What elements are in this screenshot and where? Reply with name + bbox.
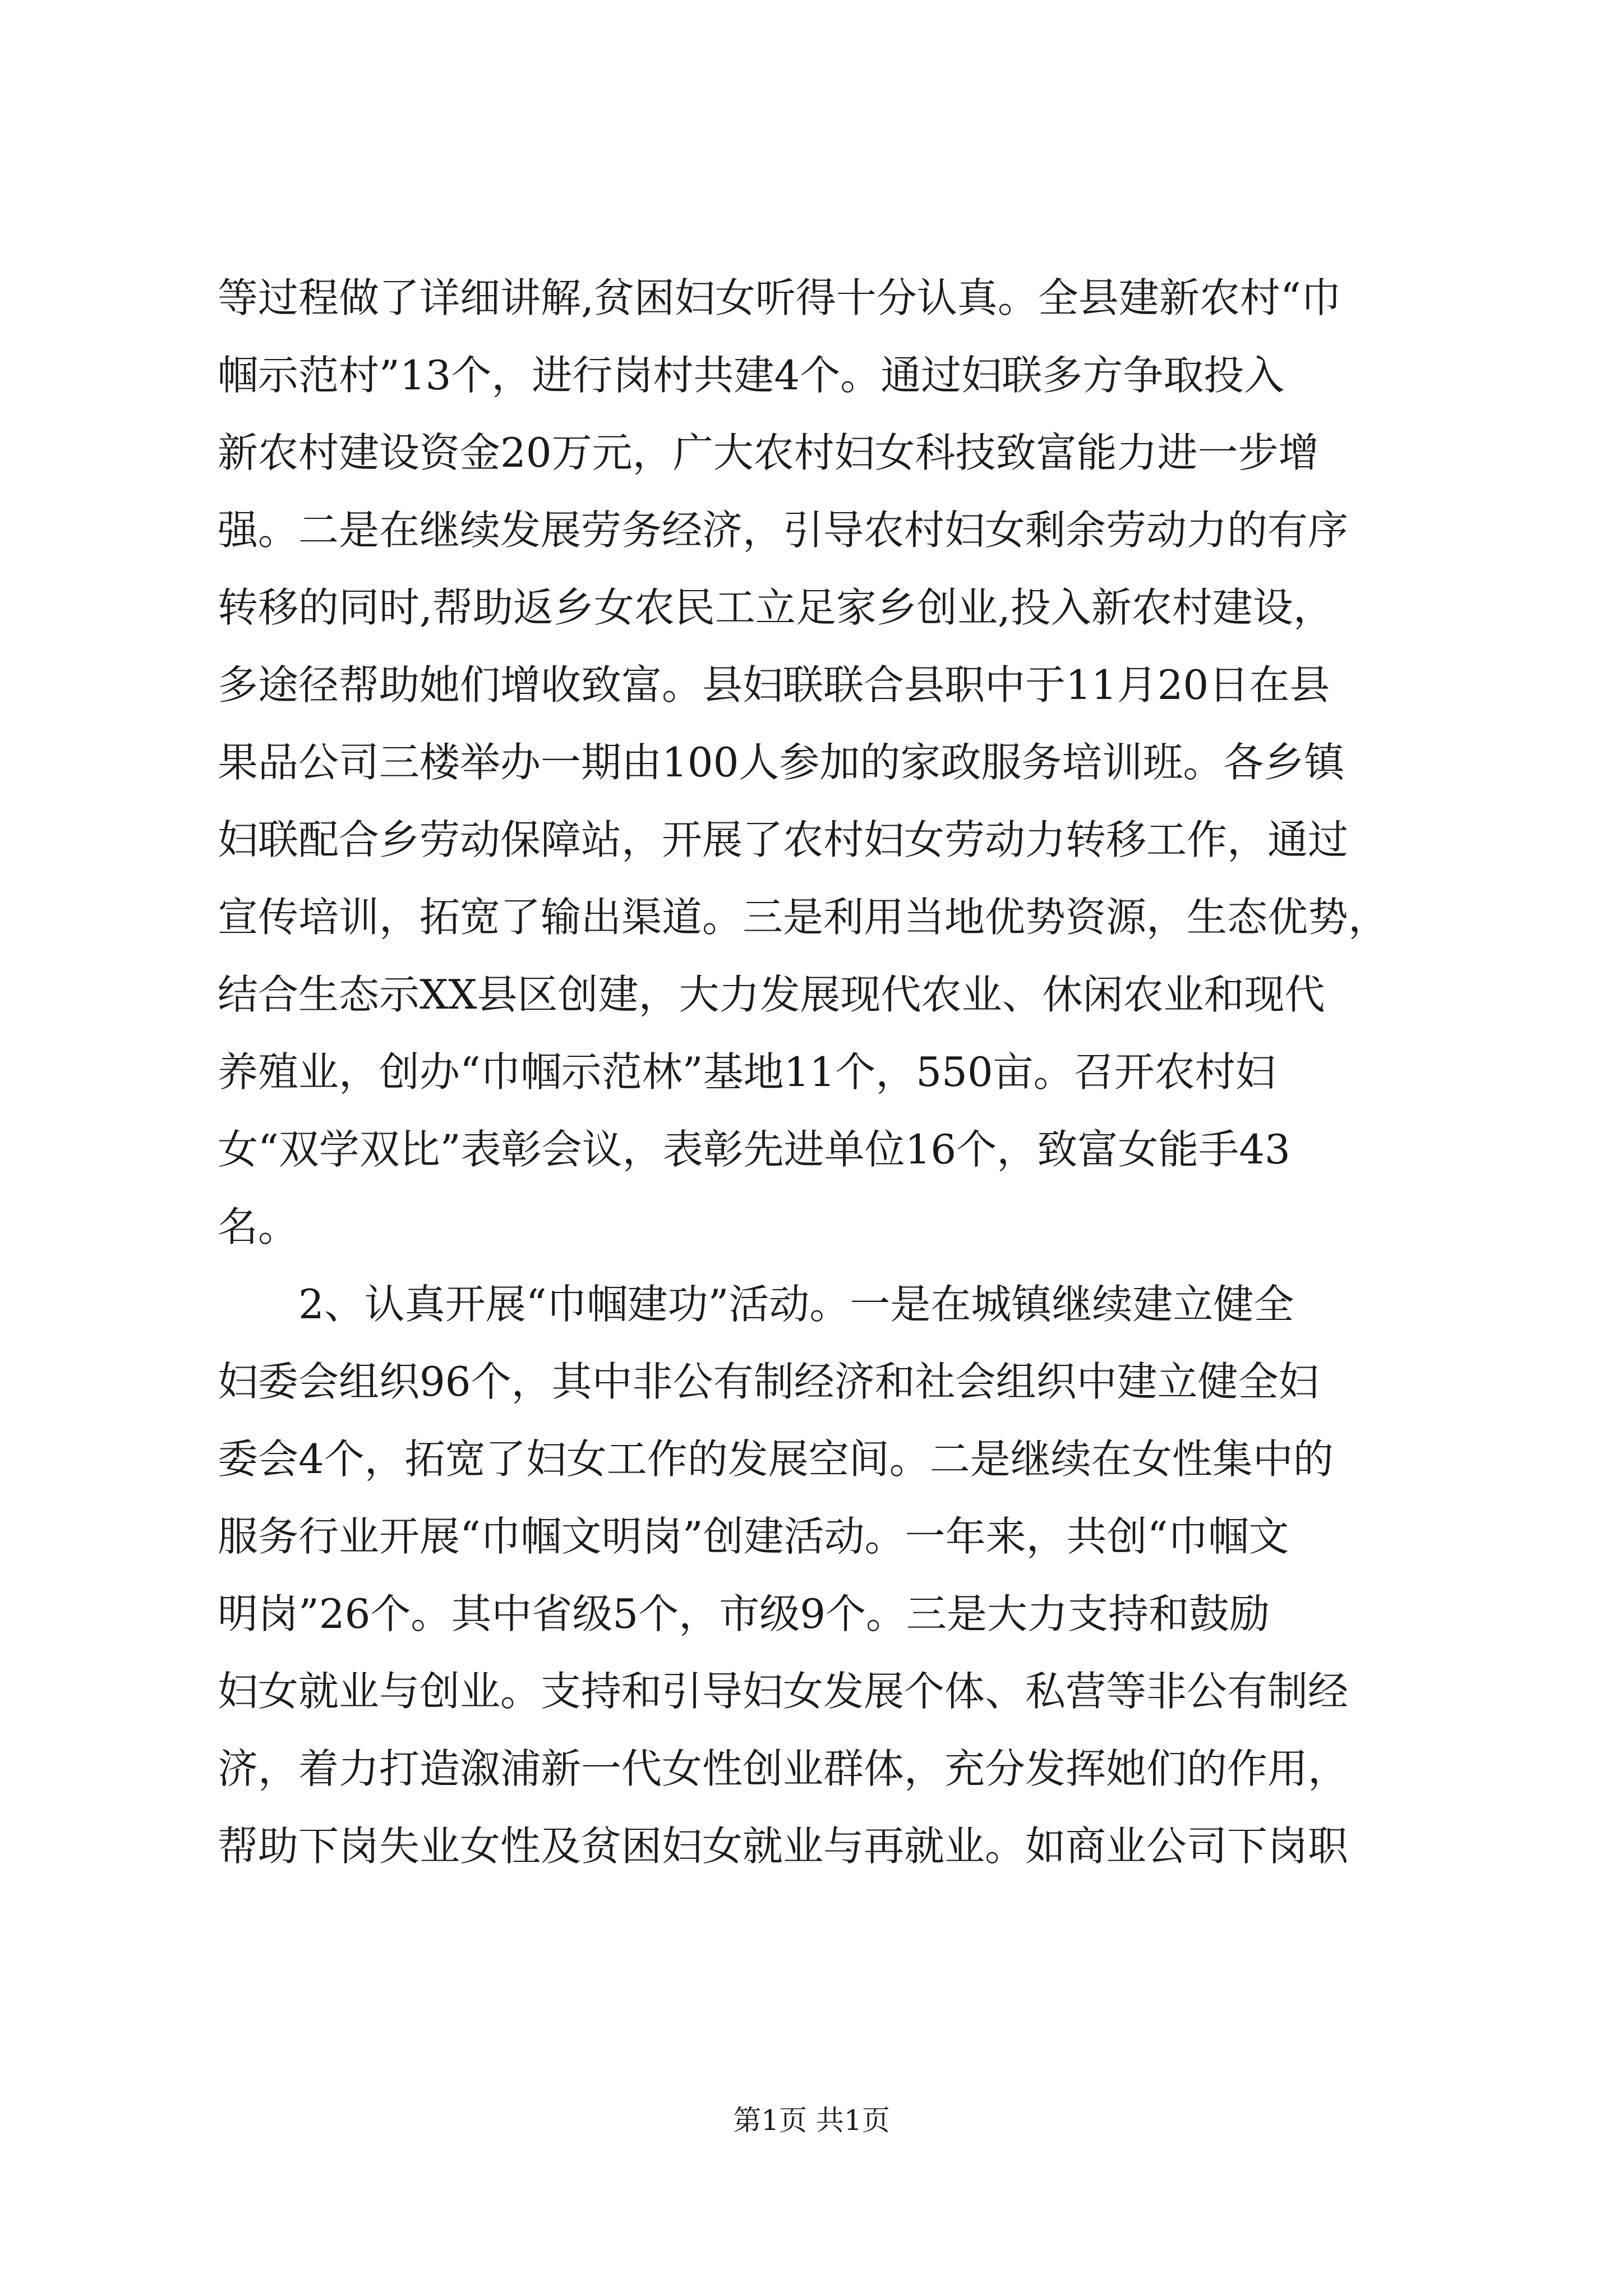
text-line: 女“双学双比”表彰会议，表彰先进单位16个，致富女能手43 xyxy=(218,1126,1290,1173)
page-footer: 第1页 共1页 xyxy=(733,2104,890,2137)
text-line: 委会4个，拓宽了妇女工作的发展空间。二是继续在女性集中的 xyxy=(218,1435,1334,1483)
text-line: 妇女就业与创业。支持和引导妇女发展个体、私营等非公有制经 xyxy=(218,1668,1349,1715)
text-line: 妇联配合乡劳动保障站，开展了农村妇女劳动力转移工作，通过 xyxy=(218,816,1349,863)
text-line: 果品公司三楼举办一期由100人参加的家政服务培训班。各乡镇 xyxy=(218,739,1345,786)
text-line: 养殖业，创办“巾帼示范林”基地11个，550亩。召开农村妇 xyxy=(218,1048,1276,1096)
text-line: 明岗”26个。其中省级5个，市级9个。三是大力支持和鼓励 xyxy=(218,1590,1270,1637)
document-body xyxy=(218,259,1474,1885)
text-line: 帮助下岗失业女性及贫困妇女就业与再就业。如商业公司下岗职 xyxy=(218,1823,1349,1870)
text-line: 结合生态示XX县区创建，大力发展现代农业、休闲农业和现代 xyxy=(218,971,1325,1018)
text-line: 服务行业开展“巾帼文明岗”创建活动。一年来，共创“巾帼文 xyxy=(218,1513,1289,1560)
text-line: 妇委会组织96个，其中非公有制经济和社会组织中建立健全妇 xyxy=(218,1358,1319,1405)
paragraph-start-line: 2、认真开展“巾帼建功”活动。一是在城镇继续建立健全 xyxy=(298,1281,1294,1328)
text-line: 等过程做了详细讲解,贫困妇女听得十分认真。全县建新农村“巾 xyxy=(218,274,1341,321)
text-line: 转移的同时,帮助返乡女农民工立足家乡创业,投入新农村建设， xyxy=(218,584,1334,631)
text-line: 宣传培训，拓宽了输出渠道。三是利用当地优势资源，生态优势， xyxy=(218,894,1389,941)
text-line: 新农村建设资金20万元，广大农村妇女科技致富能力进一步增 xyxy=(218,429,1319,476)
text-line: 名。 xyxy=(218,1203,299,1250)
text-line: 多途径帮助她们增收致富。县妇联联合县职中于11月20日在县 xyxy=(218,661,1330,708)
text-line: 帼示范村”13个，进行岗村共建4个。通过妇联多方争取投入 xyxy=(218,352,1285,399)
text-line: 济，着力打造溆浦新一代女性创业群体，充分发挥她们的作用， xyxy=(218,1745,1349,1792)
text-line: 强。二是在继续发展劳务经济，引导农村妇女剩余劳动力的有序 xyxy=(218,507,1349,554)
